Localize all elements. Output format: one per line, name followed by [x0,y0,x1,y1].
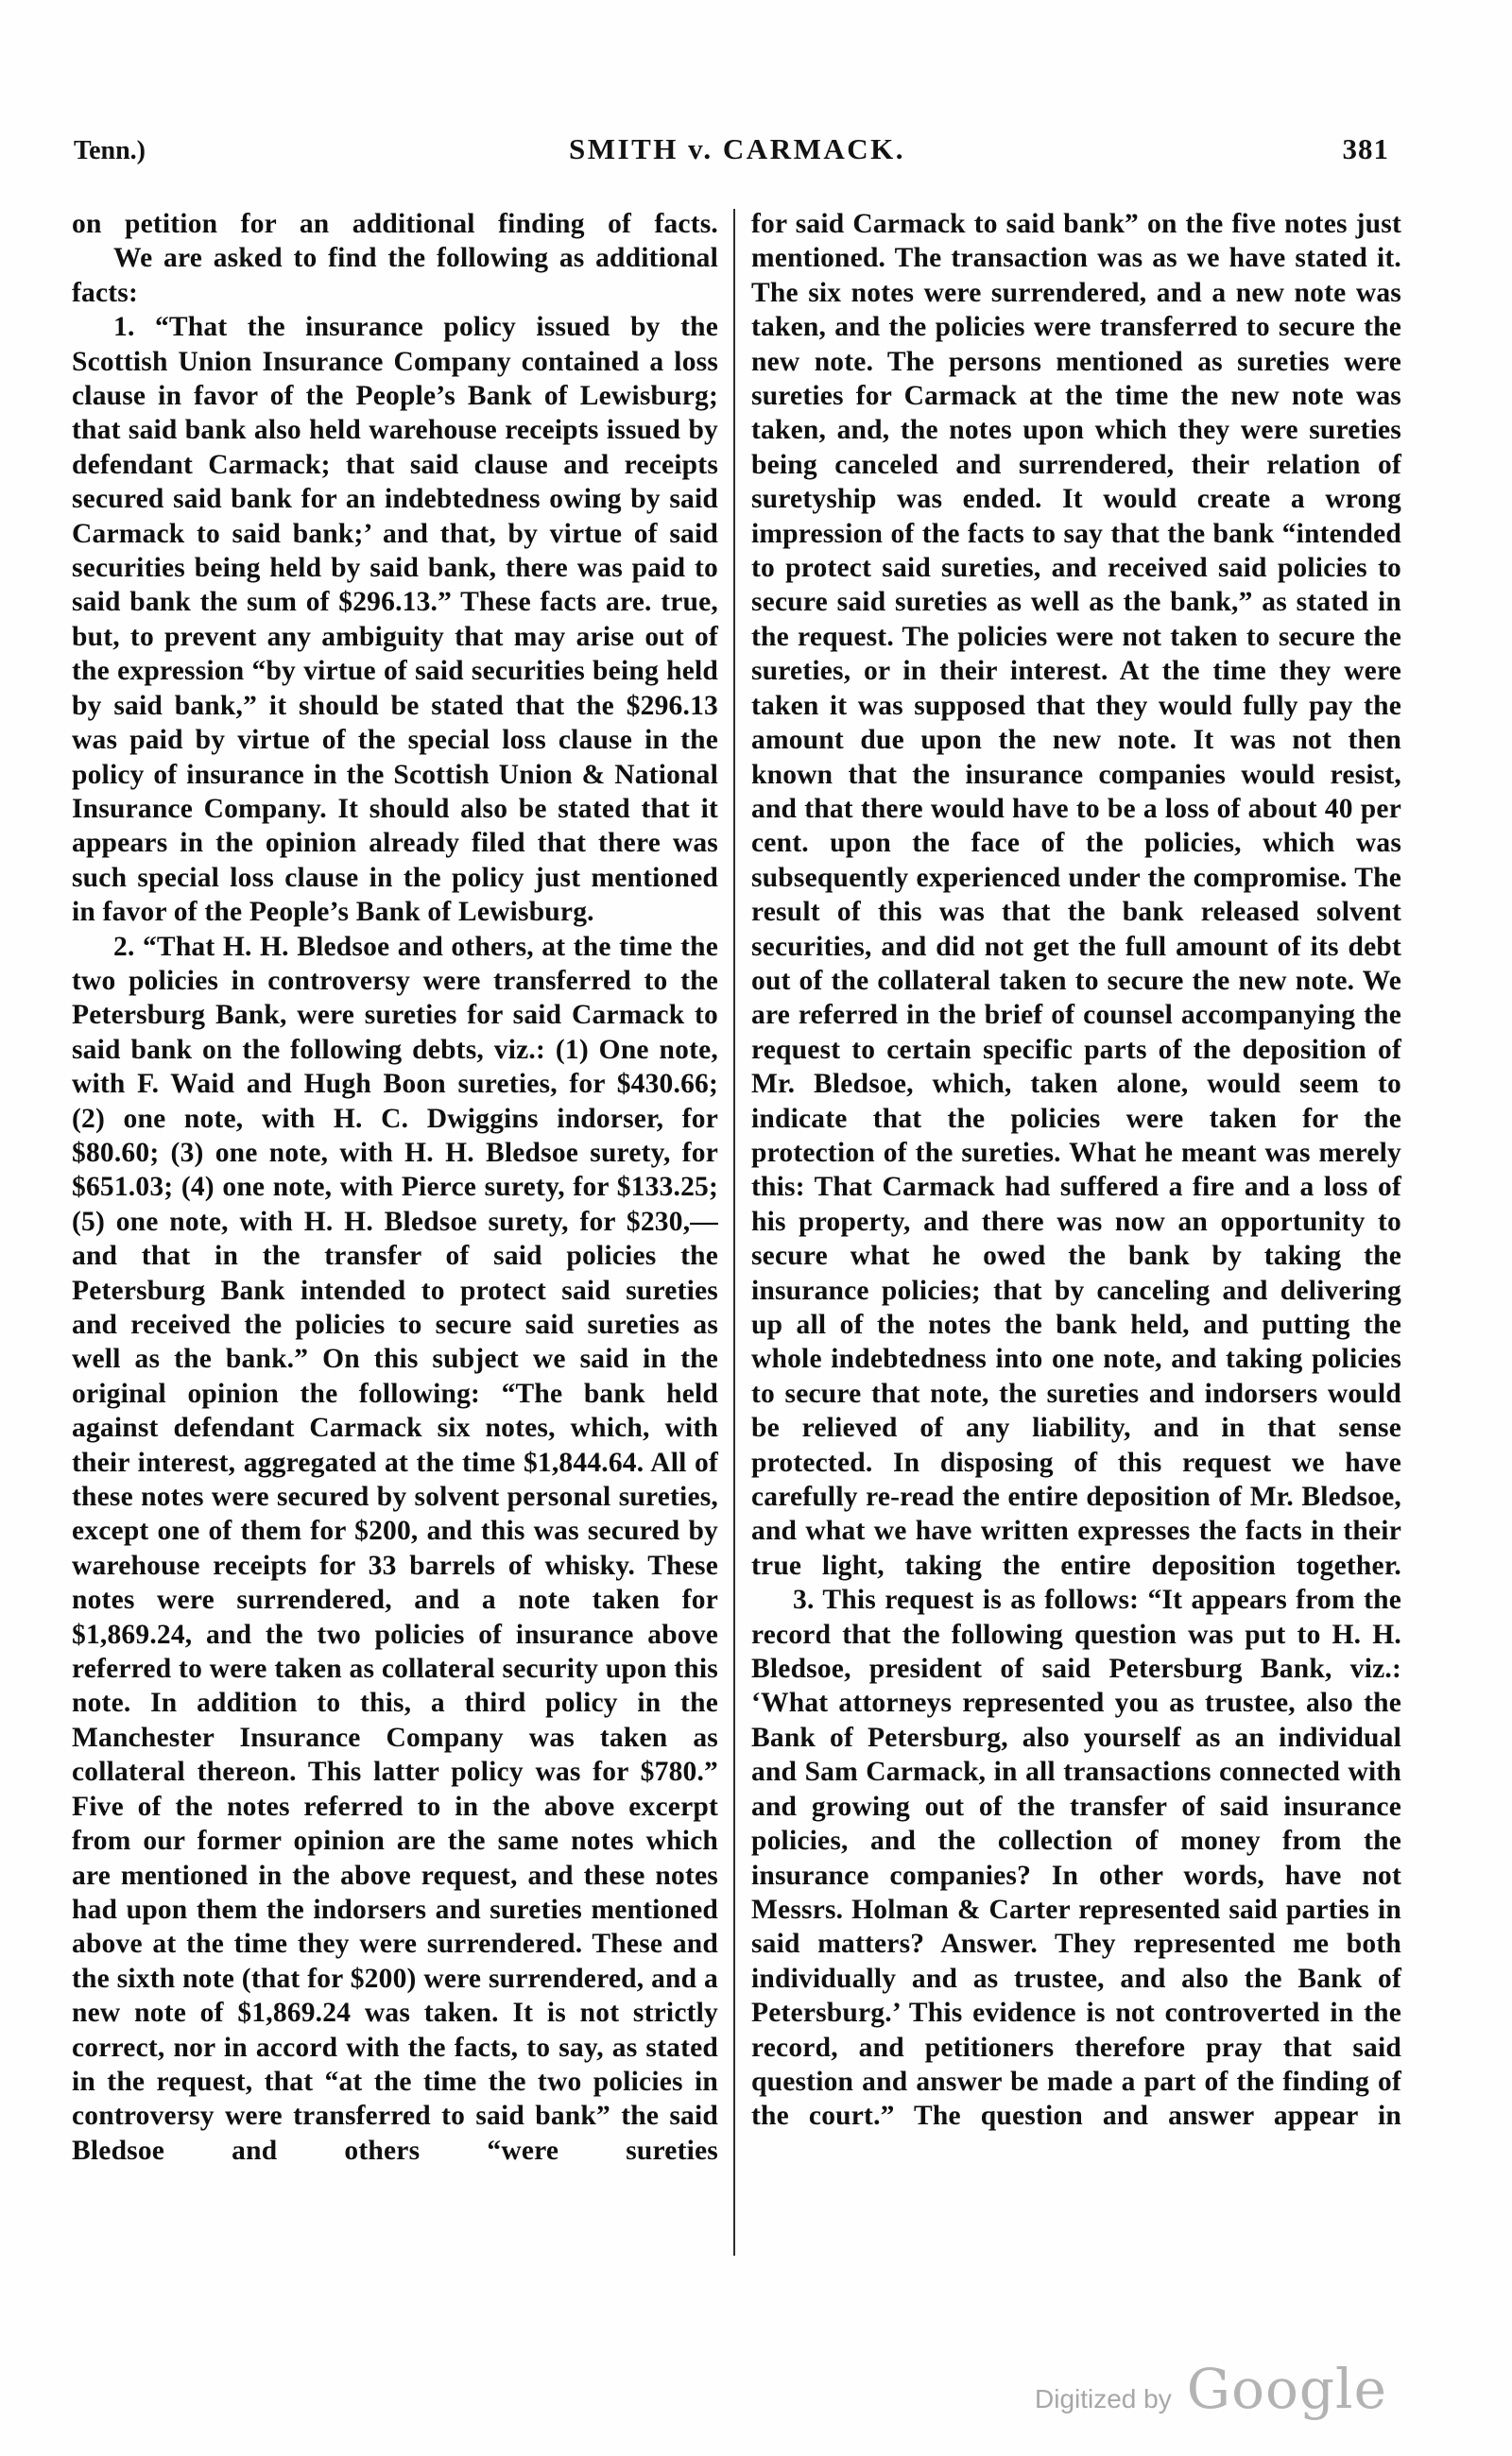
right-column [751,207,1401,2134]
left-column [72,207,718,2168]
paragraph: We are asked to find the following as additional facts: [72,243,718,308]
paragraph-finding-3: 3. This request is as follows: “It appears from the record that the following question was put to H. H. Bledsoe, president of said Petersburg Bank, viz.: ‘What attorneys represented you as trustee, also the Bank of Petersburg, also yourself as an individual and Sam Carmack, in all transactions connected with and growing out of the transfer of said insurance policies, and the collection of money from the insurance companies? In other words, have not Messrs. Holman & Carter represented said parties in said matters? Answer. They represented me both individually and as trustee, and also the Bank of Petersburg.’ This evidence is not controverted in the record, and petitioners therefore pray that said question and answer be made a part of the finding of the court.” The question and answer appear in [751,1585,1401,2132]
jurisdiction-label: Tenn.) [74,136,146,165]
digitization-watermark [1035,2357,1387,2421]
paragraph-continuation: for said Carmack to said bank” on the five notes just mentioned. The transaction was as we have stated it. The six notes were surrendered, and a new note was taken, and the policies were transferred to secure the new note. The persons mentioned as sureties were sureties for Carmack at the time the new note was taken, and, the notes upon which they were sureties being canceled and surrendered, their relation of suretyship was ended. It would create a wrong impression of the facts to say that the bank “intended to protect said sureties, and received said policies to secure said sureties as well as the bank,” as stated in the request. The policies were not taken to secure the sureties, or in their interest. At the time they were taken it was supposed that they would fully pay the amount due upon the new note. It was not then known that the insurance companies would resist, and that there would have to be a loss of about 40 per cent. upon the face of the policies, which was subsequently experienced under the compromise. The result of this was that the bank released solvent securities, and did not get the full amount of its debt out of the collateral taken to secure the new note. We are referred in the brief of counsel accompanying the request to certain specific parts of the deposition of Mr. Bledsoe, which, taken alone, would seem to indicate that the policies were taken for the protection of the sureties. What he meant was merely this: That Carmack had suffered a fire and a loss of his property, and there was now an opportunity to secure what he owed the bank by taking the insurance policies; that by canceling and delivering up all of the notes the bank held, and putting the whole indebtedness into one note, and taking policies to secure that note, the sureties and indorsers would be relieved of any liability, and in that sense protected. In disposing of this request we have carefully re-read the entire deposition of Mr. Bledsoe, and what we have written expresses the facts in their true light, taking the entire deposition together. [751,209,1401,1581]
running-head [74,132,1400,174]
google-logo: Google [1186,2357,1387,2421]
page-number: 381 [1342,132,1389,165]
digitized-by-label: Digitized by [1035,2384,1172,2413]
column-divider-rule [733,209,735,2256]
paragraph-finding-2: 2. “That H. H. Bledsoe and others, at the time the two policies in controversy were transferred to the Petersburg Bank, were sureties for said Carmack to said bank on the following debts, viz.: (1) One note, with F. Waid and Hugh Boon sureties, for $430.66; (2) one note, with H. C. Dwiggins indorser, for $80.60; (3) one note, with H. H. Bledsoe surety, for $651.03; (4) one note, with Pierce surety, for $133.25; (5) one note, with H. H. Bledsoe surety, for $230,—and that in the transfer of said policies the Petersburg Bank intended to protect said sureties and received the policies to secure said sureties as well as the bank.” On this subject we said in the original opinion the following: “The bank held against defendant Carmack six notes, which, with their interest, aggregated at the time $1,844.64. All of these notes were secured by solvent personal sureties, except one of them for $200, and this was secured by warehouse receipts for 33 barrels of whisky. These notes were surrendered, and a note taken for $1,869.24, and the two policies of insurance above referred to were taken as collateral security upon this note. In addition to this, a third policy in the Manchester Insurance Company was taken as collateral thereon. This latter policy was for $780.” Five of the notes referred to in the above excerpt from our former opinion are the same notes which are mentioned in the above request, and these notes had upon them the indorsers and sureties mentioned above at the time they were surrendered. These and the sixth note (that for $200) were surrendered, and a new note of $1,869.24 was taken. It is not strictly correct, nor in accord with the facts, to say, as stated in the request, that “at the time the two policies in controversy were transferred to said bank” the said Bledsoe and others “were sureties [72,931,718,2166]
paragraph-continuation: on petition for an additional finding of facts. [72,209,718,239]
paragraph-finding-1: 1. “That the insurance policy issued by the Scottish Union Insurance Company contained a loss clause in favor of the People’s Bank of Lewisburg; that said bank also held warehouse receipts issued by defendant Carmack; that said clause and receipts secured said bank for an indebtedness owing by said Carmack to said bank;’ and that, by virtue of said securities being held by said bank, there was paid to said bank the sum of $296.13.” These facts are. true, but, to prevent any ambiguity that may arise out of the expression “by virtue of said securities being held by said bank,” it should be stated that the $296.13 was paid by virtue of the special loss clause in the policy of insurance in the Scottish Union & National Insurance Company. It should also be stated that it appears in the opinion already filed that there was such special loss clause in the policy just mentioned in favor of the People’s Bank of Lewisburg. [72,312,718,928]
case-title: SMITH v. CARMACK. [569,132,905,165]
